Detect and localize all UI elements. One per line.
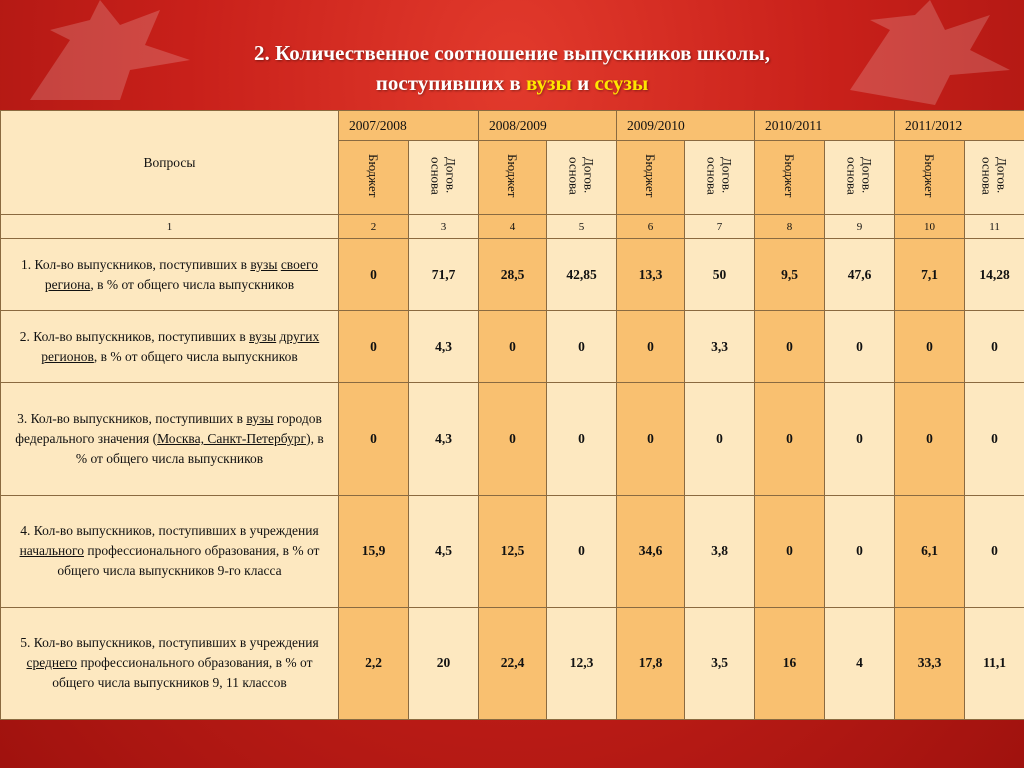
table-row — [1, 495, 1024, 607]
underlined-term: своего региона — [44, 256, 318, 292]
index-cell: 1 — [1, 215, 339, 239]
value-cell: 4,5 — [409, 495, 479, 607]
value-cell: 7,1 — [895, 239, 965, 311]
value-cell: 14,28 — [965, 239, 1024, 311]
question-text: 3. Кол-во выпускников, поступивших в — [17, 410, 247, 426]
value-cell: 11,1 — [965, 607, 1024, 719]
value-cell: 0 — [895, 383, 965, 495]
table-row — [1, 239, 1024, 311]
question-text: 5. Кол-во выпускников, поступивших в учреждения — [20, 635, 319, 651]
questions-header: Вопросы — [1, 111, 339, 215]
index-cell: 8 — [755, 215, 825, 239]
value-cell: 0 — [965, 383, 1024, 495]
index-cell: 10 — [895, 215, 965, 239]
index-cell: 11 — [965, 215, 1024, 239]
index-cell: 9 — [825, 215, 895, 239]
value-cell: 0 — [755, 311, 825, 383]
question-text: , в % от общего числа выпускников — [90, 276, 295, 292]
index-cell: 6 — [617, 215, 685, 239]
value-cell: 13,3 — [617, 239, 685, 311]
year-header: 2008/2009 — [479, 111, 617, 141]
value-cell: 0 — [895, 311, 965, 383]
value-cell: 28,5 — [479, 239, 547, 311]
index-cell: 3 — [409, 215, 479, 239]
question-text: 1. Кол-во выпускников, поступивших в — [21, 256, 251, 272]
value-cell: 33,3 — [895, 607, 965, 719]
value-cell: 16 — [755, 607, 825, 719]
value-cell: 0 — [965, 495, 1024, 607]
underlined-term: вузы — [249, 328, 277, 344]
title-line-2-prefix: поступивших в — [375, 71, 526, 95]
table-row — [1, 311, 1024, 383]
contract-header: Догов. основа — [965, 141, 1024, 215]
budget-header: Бюджет — [339, 141, 409, 215]
question-text: 4. Кол-во выпускников, поступивших в учреждения — [20, 523, 319, 539]
underlined-term: среднего — [26, 655, 78, 671]
table-row — [1, 383, 1024, 495]
value-cell: 0 — [479, 311, 547, 383]
value-cell: 50 — [685, 239, 755, 311]
value-cell: 17,8 — [617, 607, 685, 719]
title-line-2 — [0, 68, 1024, 98]
budget-header: Бюджет — [479, 141, 547, 215]
contract-header: Догов. основа — [547, 141, 617, 215]
underlined-term: Москва, Санкт-Петербург — [157, 430, 307, 446]
value-cell: 0 — [547, 383, 617, 495]
value-cell: 34,6 — [617, 495, 685, 607]
year-header: 2010/2011 — [755, 111, 895, 141]
question-cell — [1, 495, 339, 607]
question-cell — [1, 383, 339, 495]
value-cell: 20 — [409, 607, 479, 719]
value-cell: 15,9 — [339, 495, 409, 607]
title-line-1: 2. Количественное соотношение выпускников школы, — [254, 41, 770, 65]
value-cell: 0 — [755, 383, 825, 495]
index-cell: 2 — [339, 215, 409, 239]
value-cell: 9,5 — [755, 239, 825, 311]
year-header-row — [1, 111, 1024, 141]
question-text: 2. Кол-во выпускников, поступивших в — [19, 328, 250, 344]
value-cell: 3,8 — [685, 495, 755, 607]
budget-header: Бюджет — [617, 141, 685, 215]
value-cell: 4,3 — [409, 383, 479, 495]
index-row — [1, 215, 1024, 239]
value-cell: 0 — [339, 383, 409, 495]
budget-header: Бюджет — [895, 141, 965, 215]
value-cell: 0 — [825, 495, 895, 607]
year-header: 2011/2012 — [895, 111, 1024, 141]
value-cell: 4 — [825, 607, 895, 719]
underlined-term: начального — [19, 543, 84, 559]
title-highlight-vuzy: вузы — [525, 71, 572, 95]
value-cell: 47,6 — [825, 239, 895, 311]
value-cell: 0 — [339, 311, 409, 383]
question-cell — [1, 311, 339, 383]
title-highlight-ssuzy: ссузы — [594, 71, 649, 95]
value-cell: 71,7 — [409, 239, 479, 311]
value-cell: 0 — [825, 311, 895, 383]
question-text: профессионального образования, в % от общего числа выпускников 9-го класса — [57, 543, 320, 579]
underlined-term: вузы — [246, 410, 274, 426]
value-cell: 2,2 — [339, 607, 409, 719]
value-cell: 0 — [617, 311, 685, 383]
question-text: , в % от общего числа выпускников — [93, 348, 298, 364]
graduates-table — [0, 110, 1024, 720]
table-row — [1, 607, 1024, 719]
value-cell: 0 — [685, 383, 755, 495]
value-cell: 42,85 — [547, 239, 617, 311]
slide-title — [0, 38, 1024, 98]
value-cell: 22,4 — [479, 607, 547, 719]
value-cell: 12,3 — [547, 607, 617, 719]
value-cell: 0 — [547, 495, 617, 607]
value-cell: 0 — [479, 383, 547, 495]
question-text: городов федерального значения ( — [15, 410, 322, 446]
question-text: ), в % от общего числа выпускников — [75, 430, 324, 466]
year-header: 2009/2010 — [617, 111, 755, 141]
value-cell: 4,3 — [409, 311, 479, 383]
value-cell: 3,3 — [685, 311, 755, 383]
question-cell — [1, 607, 339, 719]
index-cell: 5 — [547, 215, 617, 239]
value-cell: 0 — [755, 495, 825, 607]
index-cell: 7 — [685, 215, 755, 239]
budget-header: Бюджет — [755, 141, 825, 215]
title-line-2-mid: и — [571, 71, 595, 95]
contract-header: Догов. основа — [409, 141, 479, 215]
value-cell: 0 — [547, 311, 617, 383]
year-header: 2007/2008 — [339, 111, 479, 141]
value-cell: 0 — [339, 239, 409, 311]
value-cell: 0 — [825, 383, 895, 495]
value-cell: 3,5 — [685, 607, 755, 719]
value-cell: 6,1 — [895, 495, 965, 607]
index-cell: 4 — [479, 215, 547, 239]
contract-header: Догов. основа — [825, 141, 895, 215]
underlined-term: других регионов — [41, 328, 320, 364]
question-cell — [1, 239, 339, 311]
value-cell: 0 — [617, 383, 685, 495]
contract-header: Догов. основа — [685, 141, 755, 215]
value-cell: 0 — [965, 311, 1024, 383]
question-text: профессионального образования, в % от общего числа выпускников 9, 11 классов — [52, 655, 313, 691]
value-cell: 12,5 — [479, 495, 547, 607]
underlined-term: вузы — [250, 256, 278, 272]
